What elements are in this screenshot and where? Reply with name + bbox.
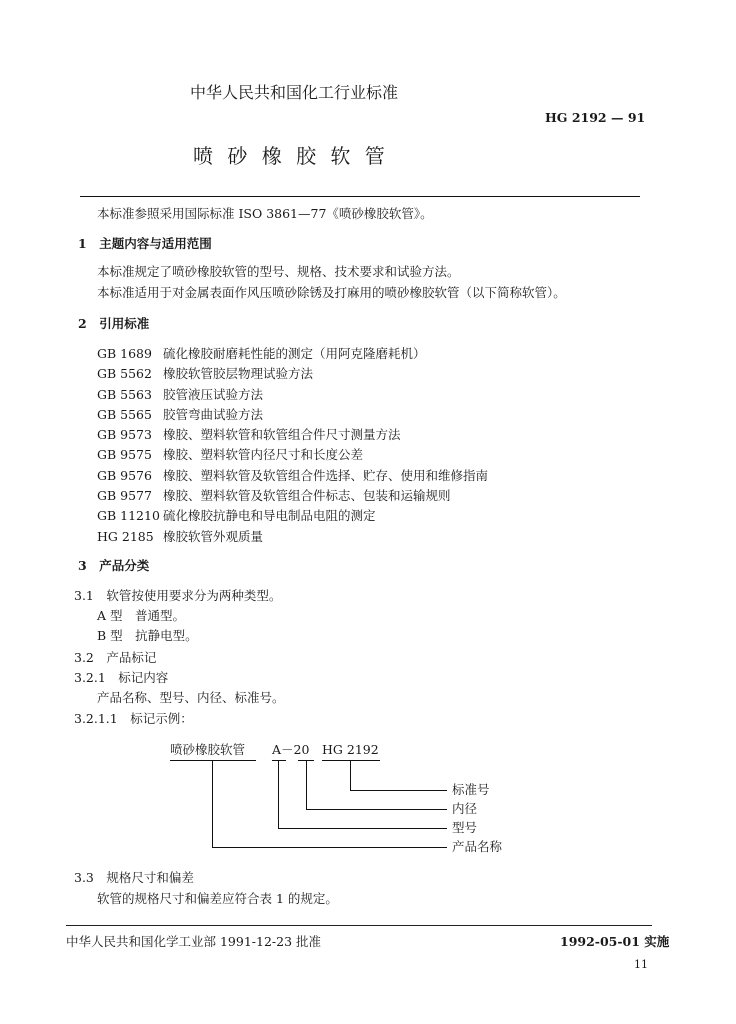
- leader-std-v: [350, 761, 351, 791]
- reference-code: GB 5562: [97, 366, 152, 382]
- reference-title: 胶管液压试验方法: [163, 386, 264, 402]
- leader-size-h: [306, 809, 447, 810]
- section-3-3-text: 软管的规格尺寸和偏差应符合表 1 的规定。: [97, 891, 338, 906]
- label-model: 型号: [452, 820, 478, 835]
- reference-title: 硫化橡胶抗静电和导电制品电阻的测定: [163, 508, 376, 524]
- footer-rule: [66, 925, 652, 926]
- reference-code: GB 9575: [97, 447, 152, 463]
- label-standard-number: 标准号: [452, 782, 490, 797]
- section-3-1-text: 3.1 软管按使用要求分为两种类型。: [74, 588, 282, 603]
- reference-code: GB 11210: [97, 508, 160, 524]
- header-rule: [80, 196, 640, 197]
- reference-item: [97, 427, 488, 447]
- leader-std-h: [350, 790, 447, 791]
- leader-type-v: [278, 761, 279, 829]
- section-1-heading: 1 主题内容与适用范围: [78, 236, 212, 251]
- label-inner-diameter: 内径: [452, 801, 478, 816]
- section-3-2-1-heading: 3.2.1 标记内容: [74, 670, 169, 685]
- reference-code: GB 9576: [97, 467, 152, 483]
- section-3-2-1-1-heading: 3.2.1.1 标记示例：: [74, 711, 193, 726]
- reference-title: 硫化橡胶耐磨耗性能的测定（用阿克隆磨耗机）: [163, 346, 426, 361]
- approval-text: 中华人民共和国化学工业部 1991-12-23 批准: [66, 934, 322, 949]
- reference-title: 胶管弯曲试验方法: [163, 406, 264, 422]
- reference-item: [97, 447, 488, 467]
- reference-item: [97, 508, 488, 528]
- underline-type: [272, 760, 286, 761]
- intro-text: 本标准参照采用国际标准 ISO 3861—77《喷砂橡胶软管》。: [97, 206, 433, 221]
- reference-item: [97, 387, 488, 407]
- reference-item: [97, 407, 488, 427]
- reference-code: GB 1689: [97, 346, 152, 361]
- reference-code: GB 5565: [97, 406, 152, 422]
- reference-title: 橡胶、塑料软管和软管组合件尺寸测量方法: [163, 427, 401, 443]
- type-a-text: A 型 普通型。: [97, 608, 186, 623]
- section-3-heading: 3 产品分类: [78, 558, 150, 573]
- section-1-para-2: 本标准适用于对金属表面作风压喷砂除锈及打麻用的喷砂橡胶软管（以下简称软管）。: [97, 285, 566, 300]
- section-1-para-1: 本标准规定了喷砂橡胶软管的型号、规格、技术要求和试验方法。: [97, 264, 460, 279]
- reference-code: GB 5563: [97, 386, 152, 402]
- reference-item: [97, 488, 488, 508]
- reference-item: [97, 346, 488, 366]
- standard-code: HG 2192 — 91: [545, 110, 646, 125]
- marking-standard: HG 2192: [322, 742, 379, 757]
- leader-name-h: [212, 847, 447, 848]
- reference-code: HG 2185: [97, 528, 154, 544]
- reference-list: [97, 346, 488, 549]
- section-3-3-heading: 3.3 规格尺寸和偏差: [74, 870, 194, 885]
- reference-item: [97, 529, 488, 549]
- reference-code: GB 9577: [97, 488, 152, 504]
- underline-name: [170, 760, 256, 761]
- effective-date: 1992-05-01 实施: [560, 934, 670, 949]
- document-title: 喷 砂 橡 胶 软 管: [193, 144, 389, 168]
- leader-size-v: [306, 761, 307, 810]
- section-3-2-1-text: 产品名称、型号、内径、标准号。: [97, 690, 285, 705]
- section-2-heading: 2 引用标准: [78, 316, 150, 331]
- reference-title: 橡胶软管胶层物理试验方法: [163, 366, 314, 382]
- org-title: 中华人民共和国化工行业标准: [190, 83, 399, 102]
- reference-title: 橡胶、塑料软管内径尺寸和长度公差: [163, 447, 364, 463]
- reference-title: 橡胶、塑料软管及软管组合件标志、包装和运输规则: [163, 488, 451, 504]
- reference-title: 橡胶软管外观质量: [163, 528, 264, 544]
- type-b-text: B 型 抗静电型。: [97, 628, 198, 643]
- reference-item: [97, 366, 488, 386]
- marking-type-size: A－20: [272, 742, 310, 757]
- section-3-2-heading: 3.2 产品标记: [74, 650, 157, 665]
- leader-name-v: [212, 761, 213, 848]
- reference-item: [97, 468, 488, 488]
- marking-product-name: 喷砂橡胶软管: [170, 742, 246, 757]
- reference-code: GB 9573: [97, 427, 152, 443]
- leader-type-h: [278, 828, 447, 829]
- underline-std: [322, 760, 380, 761]
- label-product-name: 产品名称: [452, 839, 503, 854]
- reference-title: 橡胶、塑料软管及软管组合件选择、贮存、使用和维修指南: [163, 467, 489, 483]
- page-number: 11: [634, 958, 648, 971]
